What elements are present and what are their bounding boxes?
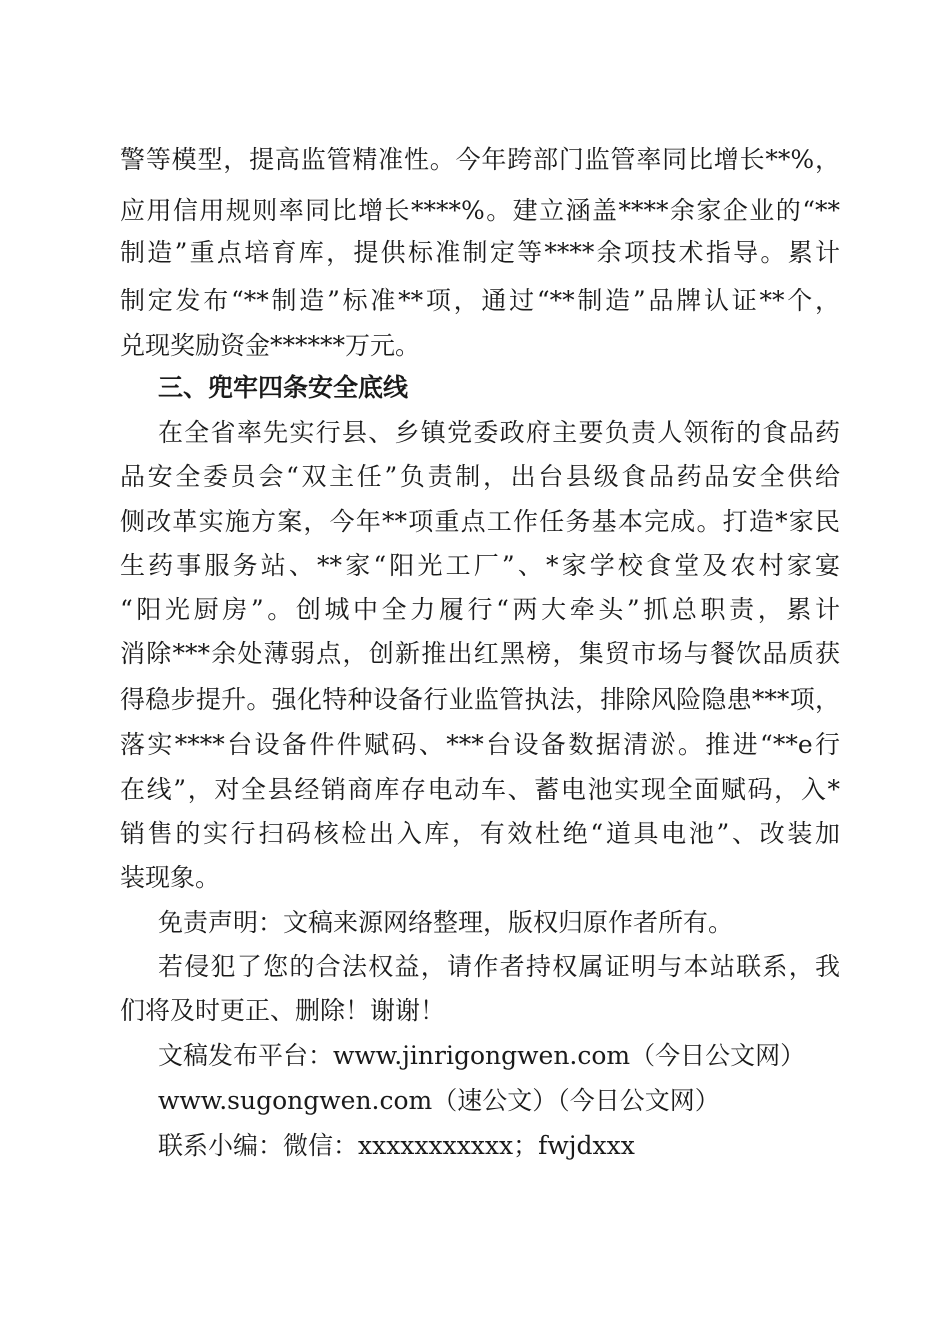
section-heading: 三、兜牢四条安全底线 — [158, 373, 409, 402]
paragraph-2-line-11: 装现象。 — [120, 863, 221, 892]
paragraph-2-line-4: 生药事服务站、**家“阳光工厂”、*家学校食堂及农村家宴 — [120, 551, 840, 580]
contact-line: 联系小编：微信：xxxxxxxxxxx；fwjdxxx — [158, 1131, 635, 1160]
paragraph-2-line-2: 品安全委员会“双主任”负责制，出台县级食品药品安全供给 — [120, 462, 840, 491]
paragraph-2-line-5: “阳光厨房”。创城中全力履行“两大牵头”抓总职责，累计 — [120, 595, 840, 624]
paragraph-2-line-10: 销售的实行扫码核检出入库，有效杜绝“道具电池”、改装加 — [120, 819, 840, 848]
website-line: www.sugongwen.com（速公文）（今日公文网） — [158, 1086, 720, 1115]
paragraph-1-line-3: 制造”重点培育库，提供标准制定等****余项技术指导。累计 — [120, 238, 840, 267]
paragraph-2-line-8: 落实****台设备件件赋码、***台设备数据清淤。推进“**e行 — [120, 730, 840, 759]
paragraph-2-line-3: 侧改革实施方案，今年**项重点工作任务基本完成。打造*家民 — [120, 507, 840, 536]
paragraph-1-line-5: 兑现奖励资金******万元。 — [120, 331, 421, 360]
infringement-line-2: 们将及时更正、删除！谢谢！ — [120, 996, 446, 1025]
paragraph-2-line-1: 在全省率先实行县、乡镇党委政府主要负责人领衔的食品药 — [158, 418, 840, 447]
paragraph-2-line-7: 得稳步提升。强化特种设备行业监管执法，排除风险隐患***项， — [120, 685, 840, 714]
disclaimer-text: 免责声明：文稿来源网络整理，版权归原作者所有。 — [158, 908, 734, 937]
paragraph-2-line-9: 在线”，对全县经销商库存电动车、蓄电池实现全面赋码，入* — [120, 775, 840, 804]
platform-line: 文稿发布平台：www.jinrigongwen.com（今日公文网） — [158, 1041, 806, 1070]
paragraph-1-line-4: 制定发布“**制造”标准**项，通过“**制造”品牌认证**个， — [120, 286, 840, 315]
paragraph-1-line-2: 应用信用规则率同比增长****%。建立涵盖****余家企业的“** — [120, 196, 840, 225]
infringement-line-1: 若侵犯了您的合法权益，请作者持权属证明与本站联系，我 — [158, 952, 840, 981]
paragraph-1-line-1: 警等模型，提高监管精准性。今年跨部门监管率同比增长**%， — [120, 145, 840, 174]
paragraph-2-line-6: 消除***余处薄弱点，创新推出红黑榜，集贸市场与餐饮品质获 — [120, 639, 840, 668]
